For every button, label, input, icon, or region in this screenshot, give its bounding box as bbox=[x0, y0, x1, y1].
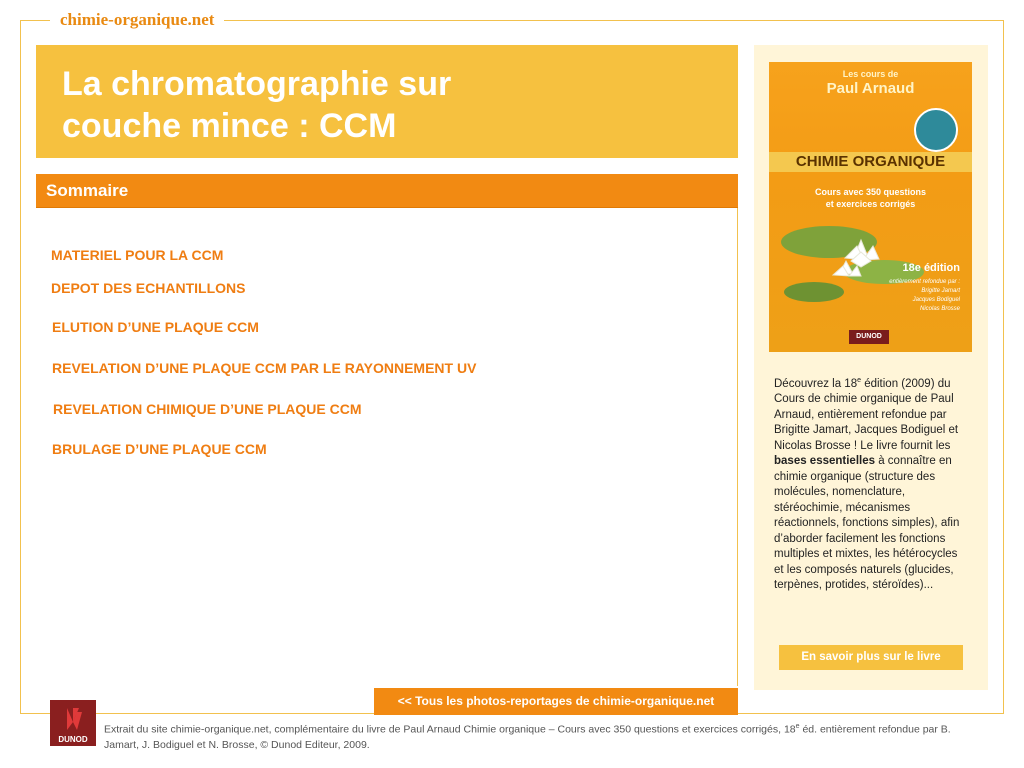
toc-link-brulage[interactable]: BRULAGE D’UNE PLAQUE CCM bbox=[52, 441, 267, 457]
book-desc-part2: édition (2009) du Cours de chimie organique de Paul Arnaud, entièrement refondue par Brigitte Jamart, Jacques Bodiguel et Nicolas Brosse ! Le livre fournit les bbox=[774, 377, 959, 452]
book-cover-image[interactable] bbox=[769, 62, 972, 352]
book-cover-series: Les cours de bbox=[842, 69, 899, 79]
book-cover-edition: 18e édition bbox=[902, 262, 960, 274]
site-name: chimie-organique.net bbox=[50, 10, 224, 30]
footer-text-sup: e bbox=[795, 723, 800, 730]
book-cover-author-2: Jacques Bodiguel bbox=[912, 297, 960, 303]
toc-link-materiel[interactable]: MATERIEL POUR LA CCM bbox=[51, 247, 224, 263]
book-cover-author-1: Brigitte Jamart bbox=[921, 288, 960, 294]
book-cover-authors bbox=[860, 278, 960, 314]
page-title-line1: La chromatographie sur bbox=[62, 65, 452, 103]
toc-link-revelation-uv[interactable]: REVELATION D’UNE PLAQUE CCM PAR LE RAYONNEMENT UV bbox=[52, 360, 477, 376]
all-photos-link[interactable]: << Tous les photos-reportages de chimie-organique.net bbox=[374, 688, 738, 715]
page-title-line2: couche mince : CCM bbox=[62, 107, 397, 145]
book-desc-part3: à connaître en chimie organique (structure des molécules, nomenclature, stéréochimie, mécanismes réactionnels, fonctions simples), afin d’aborder facilement les fonctions multiples et mixtes, les hétérocycles et les composés naturels (glucides, terpènes, protides, stéroïdes)... bbox=[774, 455, 960, 592]
footer-credits bbox=[104, 719, 984, 753]
footer-text-part1: Extrait du site chimie-organique.net, complémentaire du livre de Paul Arnaud Chimie organique – Cours avec 350 questions et exercices corrigés, 18 bbox=[104, 723, 796, 736]
book-description bbox=[774, 373, 968, 594]
book-desc-bold: bases essentielles bbox=[774, 455, 876, 468]
learn-more-book-button[interactable]: En savoir plus sur le livre bbox=[779, 645, 963, 670]
title-banner bbox=[36, 45, 738, 158]
sommaire-bar bbox=[36, 174, 738, 208]
book-cover-title: CHIMIE ORGANIQUE bbox=[769, 152, 972, 172]
book-sidebar bbox=[754, 45, 988, 690]
toc-link-elution[interactable]: ELUTION D’UNE PLAQUE CCM bbox=[52, 319, 259, 335]
dunod-logo-text: DUNOD bbox=[58, 735, 88, 744]
toc-link-revelation-chimique[interactable]: REVELATION CHIMIQUE D’UNE PLAQUE CCM bbox=[53, 401, 362, 417]
book-cover-author: Paul Arnaud bbox=[826, 80, 915, 97]
book-cover-subtitle-line2: et exercices corrigés bbox=[825, 199, 916, 209]
book-cover-subtitle-line1: Cours avec 350 questions bbox=[814, 187, 927, 197]
dunod-logo-icon bbox=[50, 700, 96, 746]
footer-text-part2: éd. entièrement refondue par B. Jamart, J. Bodiguel et N. Brosse, © Dunod Editeur, 2009. bbox=[104, 723, 951, 751]
book-desc-sup: e bbox=[857, 377, 862, 384]
book-cover-publisher-logo: DUNOD bbox=[849, 330, 889, 344]
sommaire-heading: Sommaire bbox=[46, 181, 129, 200]
page-title bbox=[62, 63, 582, 147]
dunod-logo bbox=[50, 700, 96, 746]
toc-link-depot[interactable]: DEPOT DES ECHANTILLONS bbox=[51, 280, 246, 296]
book-cover-author-3: Nicolas Brosse bbox=[919, 306, 960, 312]
book-cover-authors-intro: entièrement refondue par : bbox=[889, 279, 960, 285]
book-desc-part1: Découvrez la 18 bbox=[774, 377, 858, 390]
